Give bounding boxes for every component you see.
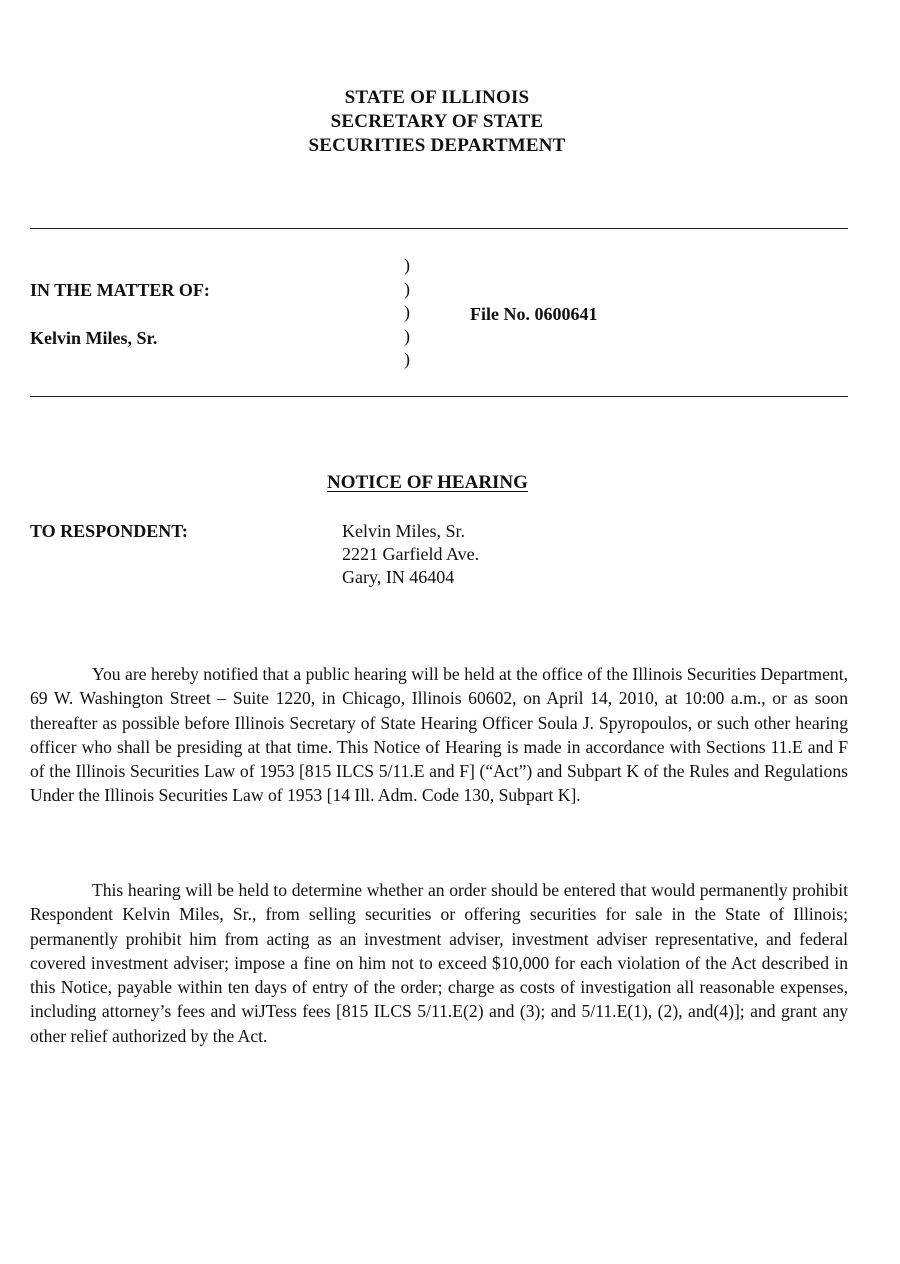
hearing-purpose-paragraph: This hearing will be held to determine whether an order should be entered that would permanently prohibit Respondent Kelvin Miles, Sr., from selling securities or offering securities for sale in the State of Illinois; permanently prohibit him from acting as an investment adviser, investment adviser representative, and federal covered investment adviser; impose a fine on him not to exceed $10,000 for each violation of the Act described in this Notice, payable within ten days of entry of the order; charge as costs of investigation all reasonable expenses, including attorney’s fees and wiJTess fees [815 ILCS 5/11.E(2) and (3); and 5/11.E(1), (2), and(4)]; and grant any other relief authorized by the Act.	[30, 880, 848, 1046]
caption-paren: )	[404, 255, 410, 275]
caption-respondent-name: Kelvin Miles, Sr.	[30, 328, 158, 348]
caption-parentheses	[404, 254, 410, 372]
caption-bottom-rule	[30, 396, 848, 397]
header-office: SECRETARY OF STATE	[330, 111, 544, 132]
caption-top-rule	[30, 228, 848, 229]
caption-paren: )	[404, 278, 410, 299]
caption-paren: )	[404, 325, 410, 346]
agency-header	[0, 86, 900, 158]
address-line: 2221 Garfield Ave.	[342, 544, 480, 564]
notice-title: NOTICE OF HEARING	[327, 472, 528, 493]
respondent-address	[342, 520, 479, 589]
header-state: STATE OF ILLINOIS	[344, 87, 530, 108]
file-number: File No. 0600641	[470, 304, 598, 324]
hearing-notice-paragraph: You are hereby notified that a public hearing will be held at the office of the Illinois Securities Department, 69 W. Washington Street – Suite 1220, in Chicago, Illinois 60602, on April 14, 2010, at 10:00 a.m., or as soon thereafter as possible before Illinois Secretary of State Hearing Officer Soula J. Spyropoulos, or such other hearing officer who shall be presiding at that time. This Notice of Hearing is made in accordance with Sections 11.E and F of the Illinois Securities Law of 1953 [815 ILCS 5/11.E and F] (“Act”) and Subpart K of the Rules and Regulations Under the Illinois Securities Law of 1953 [14 Ill. Adm. Code 130, Subpart K].	[30, 664, 848, 806]
caption-paren: )	[404, 302, 410, 322]
caption-paren: )	[404, 349, 410, 369]
header-department: SECURITIES DEPARTMENT	[308, 135, 566, 156]
address-line: Gary, IN 46404	[342, 567, 455, 587]
address-line: Kelvin Miles, Sr.	[342, 521, 466, 541]
matter-label: IN THE MATTER OF:	[30, 280, 210, 300]
to-respondent-label: TO RESPONDENT:	[30, 521, 188, 541]
